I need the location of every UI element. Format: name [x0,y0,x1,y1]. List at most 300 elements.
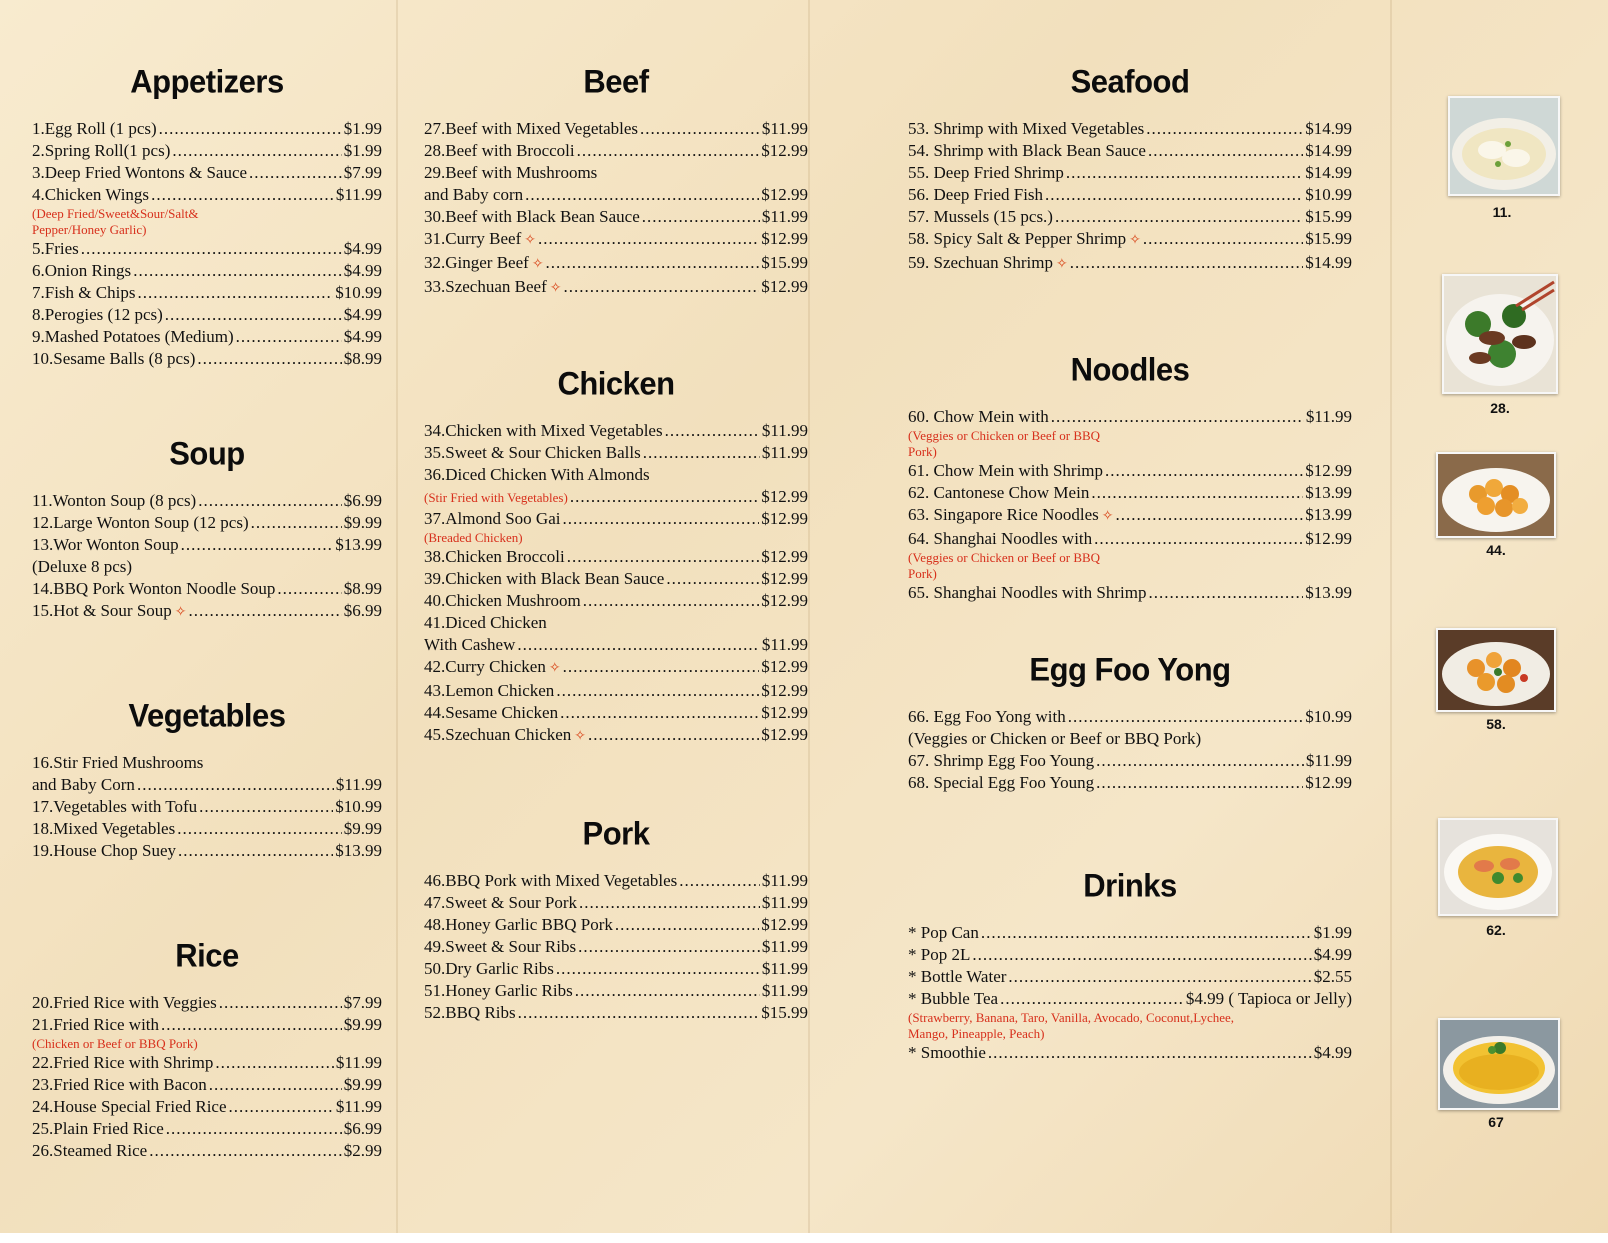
menu-item-name: 18.Mixed Vegetables [32,819,176,838]
menu-item-price: $15.99 [761,1003,808,1022]
dot-leader [197,348,341,370]
dot-leader [988,1042,1312,1064]
fold-line [396,0,398,1233]
menu-item [908,482,1352,504]
menu-item-name: 35.Sweet & Sour Chicken Balls [424,443,641,462]
menu-item-price: $12.99 [761,569,808,588]
chili-pepper-icon: ✧ [1101,509,1114,524]
menu-item-name: 47.Sweet & Sour Pork [424,893,577,912]
menu-item [32,578,382,600]
menu-item-price: $10.99 [335,797,382,816]
menu-item-name: 2.Spring Roll(1 pcs) [32,141,171,160]
menu-item-name: 55. Deep Fried Shrimp [908,163,1064,182]
menu-item [424,1002,808,1024]
wonton-soup-photo [1448,96,1560,196]
menu-item [424,656,808,680]
menu-item-name: 33.Szechuan Beef [424,277,547,296]
menu-item [908,582,1352,604]
menu-item-price: $2.55 [1313,967,1352,986]
menu-item [32,304,382,326]
menu-item-name: 51.Honey Garlic Ribs [424,981,573,1000]
menu-item-name: With Cashew [424,635,516,654]
menu-item [424,590,808,612]
menu-item-subline: (Deluxe 8 pcs) [32,557,133,576]
menu-item-price: $12.99 [761,141,808,160]
menu-item-price: $11.99 [335,1097,382,1116]
menu-item [424,980,808,1002]
beef-broccoli-photo [1442,274,1558,394]
menu-item-name: 30.Beef with Black Bean Sauce [424,207,640,226]
menu-item-price: $11.99 [335,185,382,204]
menu-item [908,750,1352,772]
shrimp-egg-foo-young-photo [1438,1018,1560,1110]
menu-item-name: 34.Chicken with Mixed Vegetables [424,421,663,440]
menu-item-price: $15.99 [761,253,808,272]
dot-leader [1115,504,1303,526]
menu-item-name: 7.Fish & Chips [32,283,136,302]
menu-item-price: $12.99 [761,185,808,204]
chili-pepper-icon: ✧ [174,605,187,620]
dot-leader [151,184,334,206]
menu-item-name: 37.Almond Soo Gai [424,509,561,528]
menu-item [424,206,808,228]
menu-item [424,568,808,590]
dot-leader [1096,750,1304,772]
menu-item-price: $9.99 [343,819,382,838]
menu-item-price: $7.99 [343,163,382,182]
dot-leader [199,796,333,818]
menu-item-price: $11.99 [1305,407,1352,426]
dot-leader [161,1014,342,1036]
menu-item-price: $4.99 ( Tapioca or Jelly) [1185,989,1352,1008]
menu-item-name: 19.House Chop Suey [32,841,177,860]
menu-item-price: $12.99 [761,547,808,566]
item-list [908,406,1352,604]
dot-leader [1008,966,1311,988]
dot-leader [159,118,342,140]
dot-leader [178,840,333,862]
photo-caption: 11. [1492,204,1512,220]
section-noodles [908,352,1352,604]
menu-item-name: 14.BBQ Pork Wonton Noodle Soup [32,579,276,598]
dot-leader [1091,482,1303,504]
dot-leader [538,228,759,250]
dot-leader [1066,162,1303,184]
item-list [908,118,1352,276]
menu-item [32,840,382,862]
menu-item [908,944,1352,966]
menu-item-name: 68. Special Egg Foo Young [908,773,1095,792]
dot-leader [1148,582,1303,604]
menu-item-name: 39.Chicken with Black Bean Sauce [424,569,665,588]
menu-item [908,118,1352,140]
section-drinks [908,868,1352,1064]
dot-leader [567,546,760,568]
menu-item [908,206,1352,228]
menu-item-name: 46.BBQ Pork with Mixed Vegetables [424,871,678,890]
menu-item-name: 45.Szechuan Chicken [424,725,572,744]
menu-item-price: $4.99 [1313,1043,1352,1062]
menu-item-note: (Deep Fried/Sweet&Sour/Salt& Pepper/Honey Garlic) [32,206,199,237]
menu-item-name: * Bubble Tea [908,989,999,1008]
menu-item-name: 8.Perogies (12 pcs) [32,305,163,324]
section-title: Drinks [1083,867,1177,904]
item-list [424,118,808,300]
menu-item [424,870,808,892]
menu-item-name: 44.Sesame Chicken [424,703,559,722]
menu-item [424,958,808,980]
dot-leader [277,578,341,600]
salt-pepper-shrimp-photo [1436,628,1556,712]
menu-item [32,1074,382,1096]
item-list [32,118,382,370]
dot-leader [81,238,342,260]
menu-item-name: 38.Chicken Broccoli [424,547,565,566]
menu-item [908,1042,1352,1064]
dot-leader [578,936,760,958]
menu-item [32,348,382,370]
menu-item-price: $12.99 [761,277,808,296]
menu-item-price: $12.99 [761,725,808,744]
menu-item-name: 58. Spicy Salt & Pepper Shrimp [908,229,1127,248]
menu-item [32,326,382,348]
menu-item-name: 43.Lemon Chicken [424,681,555,700]
menu-item-price: $11.99 [761,981,808,1000]
menu-item-name: 66. Egg Foo Yong with [908,707,1066,726]
chili-pepper-icon: ✧ [524,233,536,248]
scan-edge [0,1233,1608,1243]
section-soup [32,436,382,624]
chili-pepper-icon: ✧ [531,257,544,272]
menu-item-price: $4.99 [343,327,382,346]
item-list [908,922,1352,1064]
menu-item [32,992,382,1014]
menu-item-name: 49.Sweet & Sour Ribs [424,937,577,956]
dot-leader [1148,140,1303,162]
menu-item-name: 62. Cantonese Chow Mein [908,483,1090,502]
dot-leader [588,724,759,746]
fold-line [1390,0,1392,1233]
menu-item [424,442,808,464]
menu-item [908,162,1352,184]
dot-leader [575,980,760,1002]
section-title: Noodles [1070,351,1190,388]
menu-item-name: * Pop Can [908,923,979,942]
menu-item-price: $9.99 [343,513,382,532]
menu-item-price: $11.99 [761,893,808,912]
dot-leader [643,442,760,464]
menu-item-name: * Smoothie [908,1043,986,1062]
menu-item [32,162,382,184]
dot-leader [1068,706,1303,728]
menu-item-price: $12.99 [761,509,808,528]
menu-item [32,1118,382,1140]
item-list [32,992,382,1162]
menu-item [908,528,1352,550]
menu-item-name: 42.Curry Chicken [424,657,546,676]
menu-item-price: $14.99 [1305,141,1352,160]
menu-item [32,774,382,796]
menu-item [908,228,1352,252]
menu-item [908,504,1352,528]
menu-item [424,892,808,914]
menu-item [424,252,808,276]
menu-item-price: $15.99 [1305,207,1352,226]
dot-leader [1143,228,1303,250]
section-chicken [424,366,808,748]
menu-item-name: 52.BBQ Ribs [424,1003,516,1022]
dot-leader [570,486,759,508]
menu-item-price: $6.99 [343,491,382,510]
menu-item [32,260,382,282]
menu-item-name: 23.Fried Rice with Bacon [32,1075,207,1094]
menu-item-name: 65. Shanghai Noodles with Shrimp [908,583,1147,602]
menu-item-name: 15.Hot & Sour Soup [32,601,172,620]
menu-item-name: 54. Shrimp with Black Bean Sauce [908,141,1146,160]
item-list [32,752,382,862]
photo-caption: 62. [1486,922,1506,938]
menu-item-price: $1.99 [343,119,382,138]
dot-leader [577,140,760,162]
menu-item-name: 67. Shrimp Egg Foo Young [908,751,1095,770]
menu-item-price: $12.99 [761,657,808,676]
menu-item-name: (Stir Fried with Vegetables) [424,490,568,505]
chili-pepper-icon: ✧ [1055,257,1068,272]
menu-item-price: $12.99 [1305,773,1352,792]
menu-item [424,724,808,748]
menu-item-price: $12.99 [761,229,808,248]
menu-item [908,184,1352,206]
menu-item-price: $12.99 [761,915,808,934]
dot-leader [640,118,760,140]
menu-item [908,252,1352,276]
dot-leader [642,206,760,228]
menu-item-name: 31.Curry Beef [424,229,522,248]
section-appetizers [32,64,382,370]
menu-item-price: $1.99 [1313,923,1352,942]
menu-item-name: 1.Egg Roll (1 pcs) [32,119,157,138]
menu-item-name: 60. Chow Mein with [908,407,1049,426]
menu-item [32,184,382,206]
dot-leader [665,420,760,442]
dot-leader [137,282,333,304]
menu-item-name: 61. Chow Mein with Shrimp [908,461,1104,480]
dot-leader [236,326,342,348]
menu-item [908,922,1352,944]
dot-leader [666,568,759,590]
menu-item-name: 10.Sesame Balls (8 pcs) [32,349,196,368]
menu-item-price: $10.99 [1305,185,1352,204]
menu-item-name: 40.Chicken Mushroom [424,591,581,610]
menu-item [908,140,1352,162]
dot-leader [1105,460,1303,482]
cantonese-chow-mein-photo [1438,818,1558,916]
menu-item [32,1052,382,1074]
menu-item-name: 48.Honey Garlic BBQ Pork [424,915,613,934]
menu-item [424,680,808,702]
menu-item [424,914,808,936]
section-title: Appetizers [130,63,284,100]
menu-item [424,228,808,252]
menu-item-price: $12.99 [761,681,808,700]
menu-item-price: $4.99 [343,261,382,280]
menu-item [908,772,1352,794]
sesame-chicken-photo [1436,452,1556,538]
dot-leader [198,490,342,512]
photo-caption: 58. [1486,716,1506,732]
menu-item-price: $4.99 [1313,945,1352,964]
menu-item-price: $13.99 [335,841,382,860]
menu-item-price: $15.99 [1305,229,1352,248]
menu-item-price: $4.99 [343,239,382,258]
section-title: Seafood [1070,63,1190,100]
dot-leader [556,680,759,702]
menu-item-name: 50.Dry Garlic Ribs [424,959,554,978]
dot-leader [560,702,759,724]
menu-item-price: $13.99 [1305,505,1352,524]
menu-item-name: and Baby Corn [32,775,135,794]
menu-item-name-line: 36.Diced Chicken With Almonds [424,465,650,484]
dot-leader [249,162,342,184]
menu-item-price: $11.99 [761,959,808,978]
menu-item-name: 17.Vegetables with Tofu [32,797,198,816]
menu-item-name: 5.Fries [32,239,79,258]
menu-item-price: $11.99 [761,871,808,890]
menu-item-price: $9.99 [343,1075,382,1094]
menu-item-price: $6.99 [343,601,382,620]
dot-leader [1000,988,1184,1010]
item-list [908,706,1352,794]
dot-leader [972,944,1311,966]
menu-item-note: (Strawberry, Banana, Taro, Vanilla, Avocado, Coconut,Lychee, Mango, Pineapple, Peach) [908,1010,1235,1041]
menu-item-price: $11.99 [761,119,808,138]
menu-item [32,490,382,512]
menu-item-name: 20.Fried Rice with Veggies [32,993,217,1012]
menu-item-price: $10.99 [335,283,382,302]
menu-item [424,140,808,162]
menu-item [424,936,808,958]
menu-item-price: $12.99 [761,703,808,722]
menu-item-name: 28.Beef with Broccoli [424,141,575,160]
menu-item-price: $4.99 [343,305,382,324]
dot-leader [546,252,760,274]
section-title: Egg Foo Yong [1029,651,1231,688]
menu-item-price: $1.99 [343,141,382,160]
menu-item [424,184,808,206]
item-list [424,420,808,748]
menu-item-price: $10.99 [1305,707,1352,726]
menu-item-name: 32.Ginger Beef [424,253,529,272]
dot-leader [1146,118,1303,140]
menu-item-name: 3.Deep Fried Wontons & Sauce [32,163,248,182]
dot-leader [1096,772,1303,794]
menu-item [424,420,808,442]
dot-leader [219,992,342,1014]
menu-item-name: 9.Mashed Potatoes (Medium) [32,327,234,346]
menu-item-price: $11.99 [761,443,808,462]
item-list [32,490,382,624]
menu-item-subline: (Veggies or Chicken or Beef or BBQ Pork) [908,729,1202,748]
menu-item [908,966,1352,988]
menu-item-name: 26.Steamed Rice [32,1141,148,1160]
menu-item [424,634,808,656]
menu-item-note: (Veggies or Chicken or Beef or BBQ Pork) [908,428,1101,459]
dot-leader [137,774,334,796]
menu-item-name: and Baby corn [424,185,524,204]
menu-item-price: $14.99 [1305,253,1352,272]
menu-item-name: 27.Beef with Mixed Vegetables [424,119,639,138]
dot-leader [579,892,760,914]
menu-item [32,818,382,840]
section-title: Vegetables [128,697,286,734]
dot-leader [563,656,760,678]
section-pork [424,816,808,1024]
chili-pepper-icon: ✧ [1129,233,1141,248]
menu-item [908,460,1352,482]
menu-item-price: $6.99 [343,1119,382,1138]
menu-item-name-line: 29.Beef with Mushrooms [424,163,598,182]
dot-leader [177,818,342,840]
menu-item-price: $12.99 [1305,529,1352,548]
dot-leader [1045,184,1303,206]
menu-item [424,276,808,300]
menu-item-name: 25.Plain Fried Rice [32,1119,164,1138]
menu-item-name: 21.Fried Rice with [32,1015,160,1034]
menu-item-price: $11.99 [761,207,808,226]
section-title: Beef [583,63,649,100]
menu-item-price: $9.99 [343,1015,382,1034]
menu-item [32,282,382,304]
dot-leader [562,508,759,530]
menu-item [32,1014,382,1036]
menu-item-name: 11.Wonton Soup (8 pcs) [32,491,197,510]
dot-leader [165,304,342,326]
menu-item-price: $14.99 [1305,119,1352,138]
menu-item-name-line: 16.Stir Fried Mushrooms [32,753,204,772]
dot-leader [251,512,342,534]
dot-leader [1070,252,1304,274]
chili-pepper-icon: ✧ [549,281,562,296]
menu-item [424,486,808,508]
dot-leader [166,1118,342,1140]
dot-leader [518,1002,760,1024]
chili-pepper-icon: ✧ [548,661,561,676]
menu-item [32,1140,382,1162]
dot-leader [172,140,341,162]
menu-item [908,706,1352,728]
section-vegetables [32,698,382,862]
menu-item-name: 53. Shrimp with Mixed Vegetables [908,119,1145,138]
menu-item-name-line: 41.Diced Chicken [424,613,547,632]
menu-item-price: $13.99 [335,535,382,554]
dot-leader [181,534,334,556]
menu-item-price: $11.99 [761,421,808,440]
menu-item [424,546,808,568]
menu-item [32,238,382,260]
section-title: Rice [175,937,239,974]
dot-leader [1094,528,1303,550]
dot-leader [1051,406,1304,428]
menu-item-name: * Pop 2L [908,945,971,964]
menu-item [424,118,808,140]
dot-leader [679,870,760,892]
section-title: Chicken [557,365,675,402]
menu-item-price: $8.99 [343,349,382,368]
dot-leader [563,276,759,298]
dot-leader [189,600,342,622]
menu-item-price: $2.99 [343,1141,382,1160]
menu-item-name: 59. Szechuan Shrimp [908,253,1053,272]
